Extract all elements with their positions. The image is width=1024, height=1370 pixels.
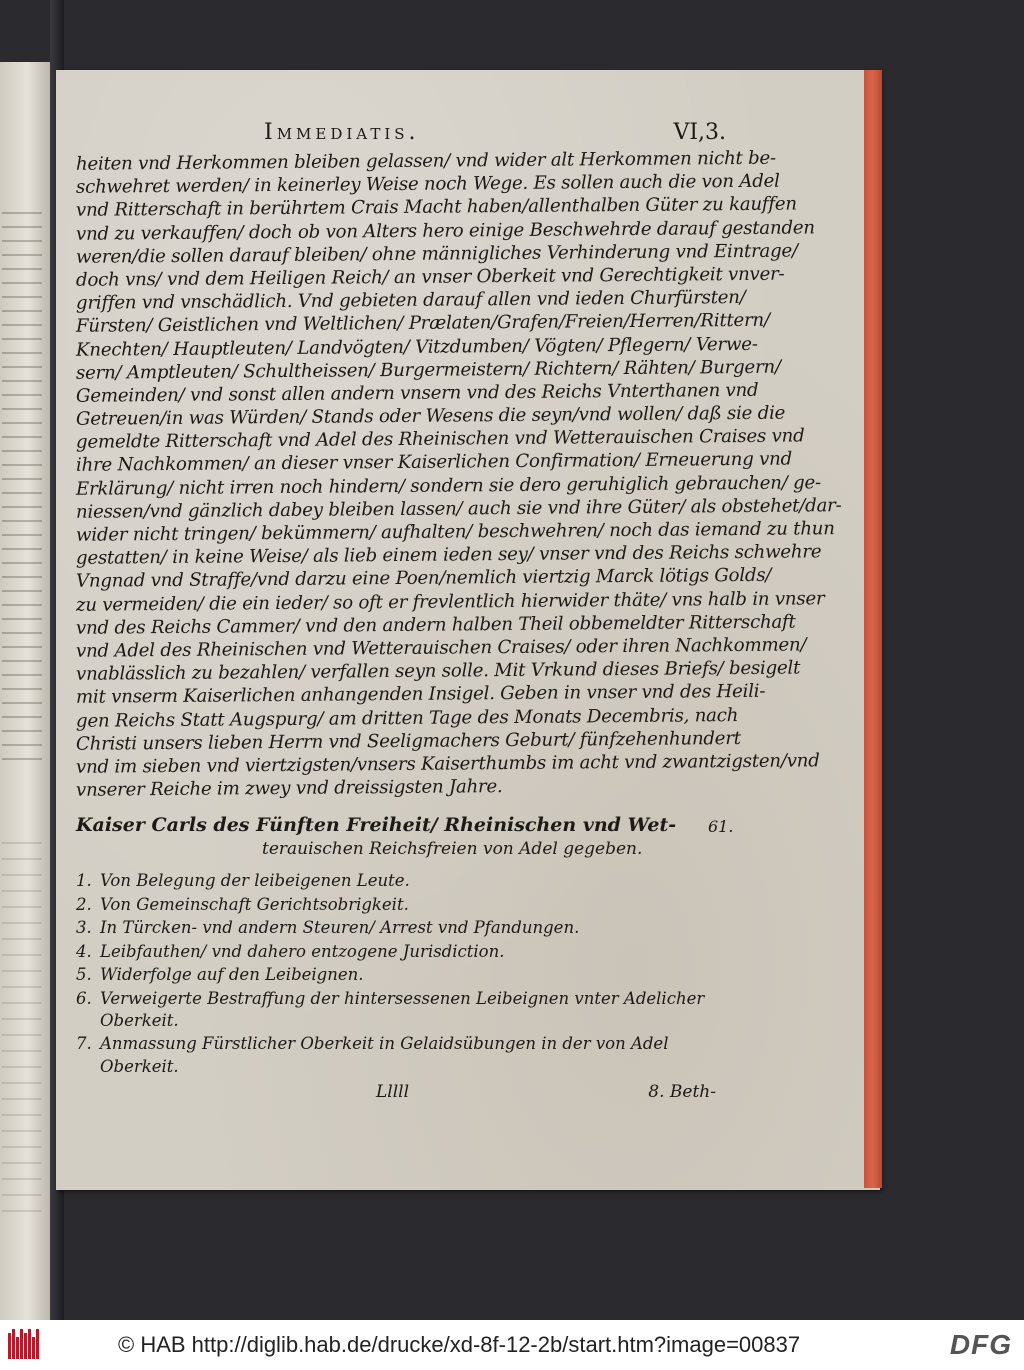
text-line: vnd Adel des Rheinischen vnd Wetterauischen Craises/ oder ihren Nachkommen/ <box>75 634 807 662</box>
hab-logo-bar <box>16 1337 19 1359</box>
running-head-signature: VI,3. <box>673 120 726 145</box>
contents-item-number: 3. <box>76 918 92 938</box>
contents-item <box>76 940 716 964</box>
bottom-credit-bar <box>0 1320 1024 1370</box>
text-line: vnd des Reichs Cammer/ vnd den andern halben Theil obbemeldter Ritterschaft <box>75 611 796 639</box>
contents-item-number: 5. <box>76 965 92 985</box>
text-line: sern/ Amptleuten/ Schultheissen/ Burgermeistern/ Richtern/ Rähten/ Burgern/ <box>75 356 781 384</box>
signature-mark: Lllll <box>376 1081 410 1102</box>
contents-item-text: In Türcken- vnd andern Steuren/ Arrest vnd Pfandungen. <box>100 918 580 938</box>
text-line: heiten vnd Herkommen bleiben gelassen/ vnd wider alt Herkommen nicht be- <box>75 147 776 175</box>
text-line: doch vns/ vnd dem Heiligen Reich/ an vnser Oberkeit vnd Gerechtigkeit vnver- <box>75 263 785 291</box>
text-line: Knechten/ Hauptleuten/ Landvögten/ Vitzdumben/ Vögten/ Pflegern/ Verwe- <box>75 333 758 361</box>
text-line: Christi unsers lieben Herrn vnd Seeligmachers Geburt/ fünfzehenhundert <box>75 727 741 755</box>
contents-list <box>76 869 716 1078</box>
text-line: vnablässlich zu bezahlen/ verfallen seyn solle. Mit Vrkund dieses Briefs/ besigelt <box>75 657 801 685</box>
hab-logo-bar <box>28 1329 31 1359</box>
contents-item-number: 1. <box>76 871 92 891</box>
contents-item-number: 4. <box>76 941 92 961</box>
hab-logo-bar <box>12 1329 15 1359</box>
dfg-logo: DFG <box>949 1329 1012 1360</box>
section-heading <box>76 813 734 861</box>
text-line: griffen vnd vnschädlich. Vnd gebieten darauf allen vnd ieden Churfürsten/ <box>75 287 746 314</box>
running-head <box>76 120 726 150</box>
text-line: vnd im sieben vnd viertzigsten/vnsers Kaiserthumbs im acht vnd zwantzigsten/vnd <box>75 750 820 778</box>
hab-logo-bar <box>32 1337 35 1359</box>
contents-item <box>76 869 716 893</box>
text-line: niessen/vnd gänzlich dabey bleiben lassen/ auch sie vnd ihre Güter/ als obstehet/dar- <box>75 494 842 523</box>
text-line: vnserer Reiche im zwey vnd dreissigsten Jahre. <box>75 776 503 801</box>
text-line: vnd zu verkauffen/ doch ob von Alters hero einige Beschwehrde darauf gestanden <box>75 216 815 245</box>
previous-page-text-fragment <box>2 842 42 1222</box>
text-line: zu vermeiden/ die ein ieder/ so oft er frevlentlich hierwider thäte/ vns halb in vnser <box>75 587 825 616</box>
text-line: Vngnad vnd Straffe/vnd darzu eine Poen/nemlich viertzig Marck lötigs Golds/ <box>75 565 772 593</box>
text-line: Erklärung/ nicht irren noch hindern/ sondern sie dero geruhiglich gebrauchen/ ge- <box>75 471 821 500</box>
text-line: gestatten/ in keine Weise/ als lieb einem ieden sey/ vnser vnd des Reichs schwehre <box>75 541 822 569</box>
contents-item <box>76 916 716 940</box>
marginal-number: 61. <box>708 817 734 837</box>
contents-item <box>76 1032 716 1056</box>
contents-item <box>76 963 716 987</box>
text-line: wider nicht tringen/ bekümmern/ aufhalten/ beschwehren/ noch das iemand zu thun <box>75 518 835 546</box>
hab-logo-bar <box>8 1333 11 1359</box>
page-text-block <box>75 120 842 1102</box>
contents-item-number: 6. <box>76 988 92 1008</box>
catchword: 8. Beth- <box>648 1081 716 1102</box>
red-page-edge <box>864 70 882 1188</box>
contents-item-continuation: Oberkeit. <box>100 1056 179 1076</box>
text-line: vnd Ritterschaft in berührtem Crais Macht haben/allenthalben Güter zu kauffen <box>75 193 797 222</box>
contents-item-text: Leibfauthen/ vnd dahero entzogene Jurisdiction. <box>100 941 505 961</box>
contents-item-text: Widerfolge auf den Leibeignen. <box>100 965 364 985</box>
copyright-link[interactable]: © HAB http://diglib.hab.de/drucke/xd-8f-12-2b/start.htm?image=00837 <box>118 1332 801 1357</box>
contents-item <box>76 893 716 917</box>
contents-item-text: Von Belegung der leibeigenen Leute. <box>100 871 410 891</box>
section-heading-line-2: terauischen Reichsfreien von Adel gegeben. <box>262 839 643 860</box>
text-line: ihre Nachkommen/ an dieser vnser Kaiserlichen Confirmation/ Erneuerung vnd <box>75 448 793 477</box>
hab-logo-bar <box>20 1329 23 1359</box>
section-heading-line-1: Kaiser Carls des Fünften Freiheit/ Rheinischen vnd Wet- <box>76 814 677 837</box>
contents-item-number: 2. <box>76 894 92 914</box>
text-line: weren/die sollen darauf bleiben/ ohne männigliches Verhinderung vnd Eintrage/ <box>75 240 798 268</box>
previous-page-edge <box>0 62 50 1320</box>
text-line: mit vnserm Kaiserlichen anhangenden Insigel. Geben in vnser vnd des Heili- <box>75 681 766 709</box>
text-line: gen Reichs Statt Augspurg/ am dritten Tage des Monats Decembris, nach <box>75 704 739 732</box>
body-text <box>75 147 842 801</box>
contents-item-text: Von Gemeinschaft Gerichtsobrigkeit. <box>100 894 409 914</box>
previous-page-text-fragment <box>2 212 42 772</box>
text-line: Fürsten/ Geistlichen vnd Weltlichen/ Prælaten/Grafen/Freien/Herren/Rittern/ <box>75 310 770 338</box>
contents-item <box>76 987 716 1011</box>
contents-item-continuation: Oberkeit. <box>100 1011 179 1031</box>
hab-logo-icon <box>8 1328 42 1362</box>
contents-item-number: 7. <box>76 1034 92 1054</box>
running-head-title: Immediatis. <box>264 120 420 145</box>
contents-item-text: Anmassung Fürstlicher Oberkeit in Gelaidsübungen in der von Adel <box>100 1034 669 1054</box>
hab-logo-bar <box>24 1333 27 1359</box>
contents-item-text: Verweigerte Bestraffung der hintersessenen Leibeignen vnter Adelicher <box>100 988 705 1008</box>
text-line: gemeldte Ritterschaft vnd Adel des Rheinischen vnd Wetterauischen Craises vnd <box>75 425 805 454</box>
page-footer <box>76 1082 716 1102</box>
hab-logo-bar <box>36 1329 39 1359</box>
text-line: schwehret werden/ in keinerley Weise noch Wege. Es sollen auch die von Adel <box>75 170 780 198</box>
text-line: Getreuen/in was Würden/ Stands oder Wesens die seyn/vnd wollen/ daß sie die <box>75 402 786 430</box>
text-line: Gemeinden/ vnd sonst allen andern vnsern vnd des Reichs Vnterthanen vnd <box>75 379 759 407</box>
